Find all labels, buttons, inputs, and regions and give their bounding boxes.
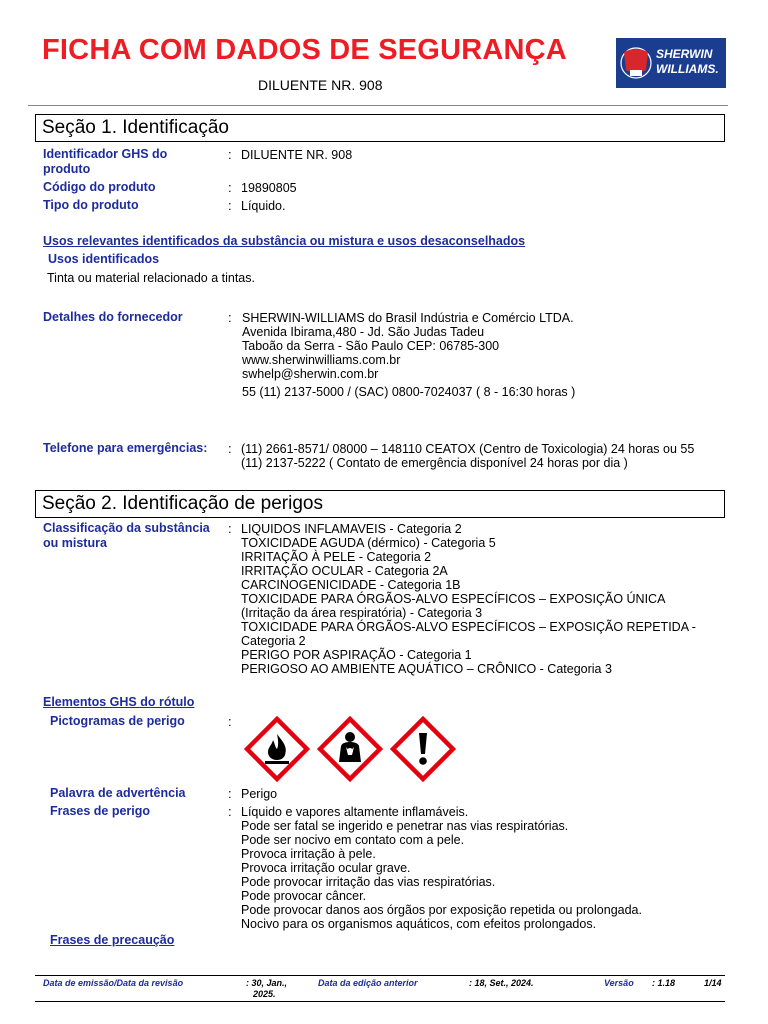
label-hazard-phrases: Frases de perigo bbox=[50, 804, 151, 818]
logo-line-2: WILLIAMS. bbox=[656, 62, 719, 76]
classification-item: PERIGOSO AO AMBIENTE AQUÁTICO – CRÔNICO - Categoria 3 bbox=[241, 662, 612, 676]
header-divider bbox=[28, 105, 728, 106]
flame-icon bbox=[244, 716, 310, 782]
footer-issue-date: : 30, Jan., bbox=[246, 978, 288, 988]
classification-item: (Irritação da área respiratória) - Categoria 3 bbox=[241, 606, 483, 620]
document-title: FICHA COM DADOS DE SEGURANÇA bbox=[42, 34, 567, 66]
label-product-code: Código do produto bbox=[43, 180, 156, 194]
value-product-code: 19890805 bbox=[241, 181, 297, 195]
footer-page-number: 1/14 bbox=[704, 978, 722, 988]
label-identified-uses: Usos identificados bbox=[48, 252, 160, 266]
label-supplier: Detalhes do fornecedor bbox=[43, 310, 183, 324]
supplier-line: 55 (11) 2137-5000 / (SAC) 0800-7024037 ( 8 - 16:30 horas ) bbox=[242, 385, 576, 399]
classification-item: PERIGO POR ASPIRAÇÃO - Categoria 1 bbox=[241, 648, 472, 662]
hazard-phrase: Nocivo para os organismos aquáticos, com efeitos prolongados. bbox=[241, 917, 597, 931]
emergency-line: (11) 2137-5222 ( Contato de emergência disponível 24 horas por dia ) bbox=[241, 456, 628, 470]
classification-item: Categoria 2 bbox=[241, 634, 306, 648]
colon: : bbox=[228, 521, 232, 536]
footer-issue-label: Data de emissão/Data da revisão bbox=[43, 978, 184, 988]
value-product-type: Líquido. bbox=[241, 199, 286, 213]
colon: : bbox=[228, 804, 232, 819]
hazard-phrase: Pode provocar câncer. bbox=[241, 889, 367, 903]
product-name: DILUENTE NR. 908 bbox=[258, 77, 383, 93]
colon: : bbox=[228, 310, 232, 325]
supplier-line: www.sherwinwilliams.com.br bbox=[242, 353, 401, 367]
logo-line-1: SHERWIN bbox=[656, 47, 713, 61]
footer-issue-year: 2025. bbox=[253, 989, 276, 999]
footer-version-value: : 1.18 bbox=[652, 978, 676, 988]
colon: : bbox=[228, 714, 232, 729]
uses-link[interactable]: Usos relevantes identificados da substância ou mistura e usos desaconselhados bbox=[43, 234, 526, 248]
supplier-line: SHERWIN-WILLIAMS do Brasil Indústria e Comércio LTDA. bbox=[242, 311, 574, 325]
supplier-line: swhelp@sherwin.com.br bbox=[242, 367, 379, 381]
colon: : bbox=[228, 147, 232, 162]
classification-item: LIQUIDOS INFLAMAVEIS - Categoria 2 bbox=[241, 522, 462, 536]
supplier-line: Avenida Ibirama,480 - Jd. São Judas Tadeu bbox=[242, 325, 485, 339]
hazard-phrase: Pode ser fatal se ingerido e penetrar nas vias respiratórias. bbox=[241, 819, 569, 833]
label-classification: Classificação da substância ou mistura bbox=[43, 521, 210, 550]
precaution-phrases-link[interactable]: Frases de precaução bbox=[50, 933, 175, 947]
footer-prev-label: Data da edição anterior bbox=[318, 978, 418, 988]
classification-item: IRRITAÇÃO À PELE - Categoria 2 bbox=[241, 550, 432, 564]
label-ghs-identifier: Identificador GHS do produto bbox=[43, 147, 168, 176]
label-product-type: Tipo do produto bbox=[43, 198, 139, 212]
hazard-phrase: Pode provocar danos aos órgãos por exposição repetida ou prolongada. bbox=[241, 903, 642, 917]
colon: : bbox=[228, 180, 232, 195]
classification-item: IRRITAÇÃO OCULAR - Categoria 2A bbox=[241, 564, 448, 578]
emergency-line: (11) 2661-8571/ 08000 – 148110 CEATOX (Centro de Toxicologia) 24 horas ou 55 bbox=[241, 442, 695, 456]
ghs-elements-link[interactable]: Elementos GHS do rótulo bbox=[43, 695, 195, 709]
footer-version-label: Versão bbox=[604, 978, 634, 988]
hazard-phrase: Pode ser nocivo em contato com a pele. bbox=[241, 833, 465, 847]
classification-item: TOXICIDADE AGUDA (dérmico) - Categoria 5 bbox=[241, 536, 496, 550]
label-emergency-phone: Telefone para emergências: bbox=[43, 441, 208, 455]
colon: : bbox=[228, 786, 232, 801]
signal-word: Perigo bbox=[241, 787, 278, 801]
health-hazard-icon bbox=[317, 716, 383, 782]
footer-issue-value bbox=[246, 978, 287, 1000]
exclamation-icon bbox=[390, 716, 456, 782]
sherwin-williams-logo bbox=[616, 38, 726, 88]
hazard-phrase: Líquido e vapores altamente inflamáveis. bbox=[241, 805, 469, 819]
value-ghs-identifier: DILUENTE NR. 908 bbox=[241, 148, 353, 162]
emergency-phone bbox=[241, 442, 694, 470]
label-pictograms: Pictogramas de perigo bbox=[50, 714, 185, 728]
footer-prev-value: : 18, Set., 2024. bbox=[469, 978, 534, 988]
section-1-heading: Seção 1. Identificação bbox=[35, 114, 725, 142]
supplier-line: Taboão da Serra - São Paulo CEP: 06785-300 bbox=[242, 339, 500, 353]
colon: : bbox=[228, 441, 232, 456]
classification-list bbox=[241, 522, 696, 676]
hazard-phrase: Provoca irritação à pele. bbox=[241, 847, 376, 861]
value-identified-uses: Tinta ou material relacionado a tintas. bbox=[47, 271, 255, 285]
section-2-heading: Seção 2. Identificação de perigos bbox=[35, 490, 725, 518]
footer-bottom-divider bbox=[35, 1001, 725, 1002]
colon: : bbox=[228, 198, 232, 213]
supplier-details bbox=[242, 311, 575, 399]
hazard-phrase: Provoca irritação ocular grave. bbox=[241, 861, 411, 875]
footer-divider bbox=[35, 975, 725, 976]
classification-item: TOXICIDADE PARA ÓRGÃOS-ALVO ESPECÍFICOS – EXPOSIÇÃO ÚNICA bbox=[241, 592, 666, 606]
classification-item: TOXICIDADE PARA ÓRGÃOS-ALVO ESPECÍFICOS – EXPOSIÇÃO REPETIDA - bbox=[241, 620, 696, 634]
globe-logo-icon bbox=[616, 38, 656, 88]
classification-item: CARCINOGENICIDADE - Categoria 1B bbox=[241, 578, 461, 592]
label-signal-word: Palavra de advertência bbox=[50, 786, 186, 800]
hazard-phrases-list bbox=[241, 805, 642, 931]
hazard-phrase: Pode provocar irritação das vias respiratórias. bbox=[241, 875, 496, 889]
